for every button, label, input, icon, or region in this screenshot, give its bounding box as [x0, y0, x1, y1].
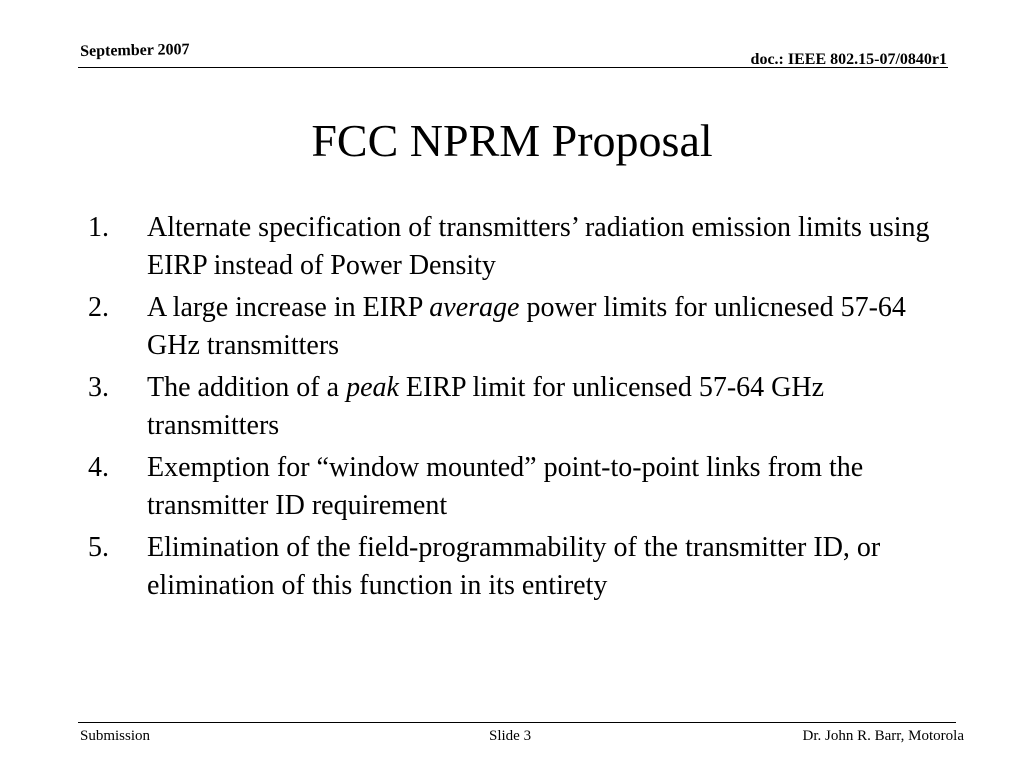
proposal-list	[88, 209, 948, 609]
list-item-text-start: A large increase in EIRP	[147, 292, 430, 323]
header-document-id: doc.: IEEE 802.15-07/0840r1	[750, 51, 947, 68]
list-item	[88, 449, 948, 525]
list-item-text-end: EIRP limit for unlicensed 57-64 GHz transmitters	[147, 372, 825, 441]
footer-divider	[78, 722, 956, 723]
list-item	[88, 289, 948, 365]
list-item-emphasis: average	[429, 292, 520, 323]
list-item-number: 3.	[88, 372, 109, 403]
list-item-text: Elimination of the field-programmability of the transmitter ID, or elimination of this function in its entirety	[147, 532, 881, 601]
list-item	[88, 369, 948, 445]
slide-title: FCC NPRM Proposal	[311, 115, 713, 166]
list-item-text: Exemption for “window mounted” point-to-point links from the transmitter ID requirement	[147, 452, 864, 521]
footer-author: Dr. John R. Barr, Motorola	[802, 728, 964, 744]
list-item-text	[147, 292, 906, 361]
list-item-text	[147, 372, 824, 441]
list-item-number: 2.	[88, 292, 109, 323]
list-item-text-end: power limits for unlicnesed 57-64 GHz transmitters	[147, 292, 906, 361]
header-divider	[78, 67, 948, 68]
list-item	[88, 529, 948, 605]
list-item-emphasis: peak	[346, 372, 399, 403]
list-item-number: 4.	[88, 452, 109, 483]
list-item-text: Alternate specification of transmitters’ radiation emission limits using EIRP instead of Power Density	[147, 212, 930, 281]
footer-slide-number: Slide 3	[489, 728, 532, 744]
list-item	[88, 209, 948, 285]
header-date: September 2007	[80, 41, 190, 60]
list-item-text-start: The addition of a	[147, 372, 347, 403]
footer-submission: Submission	[80, 728, 151, 744]
list-item-number: 1.	[88, 212, 109, 243]
list-item-number: 5.	[88, 532, 109, 563]
